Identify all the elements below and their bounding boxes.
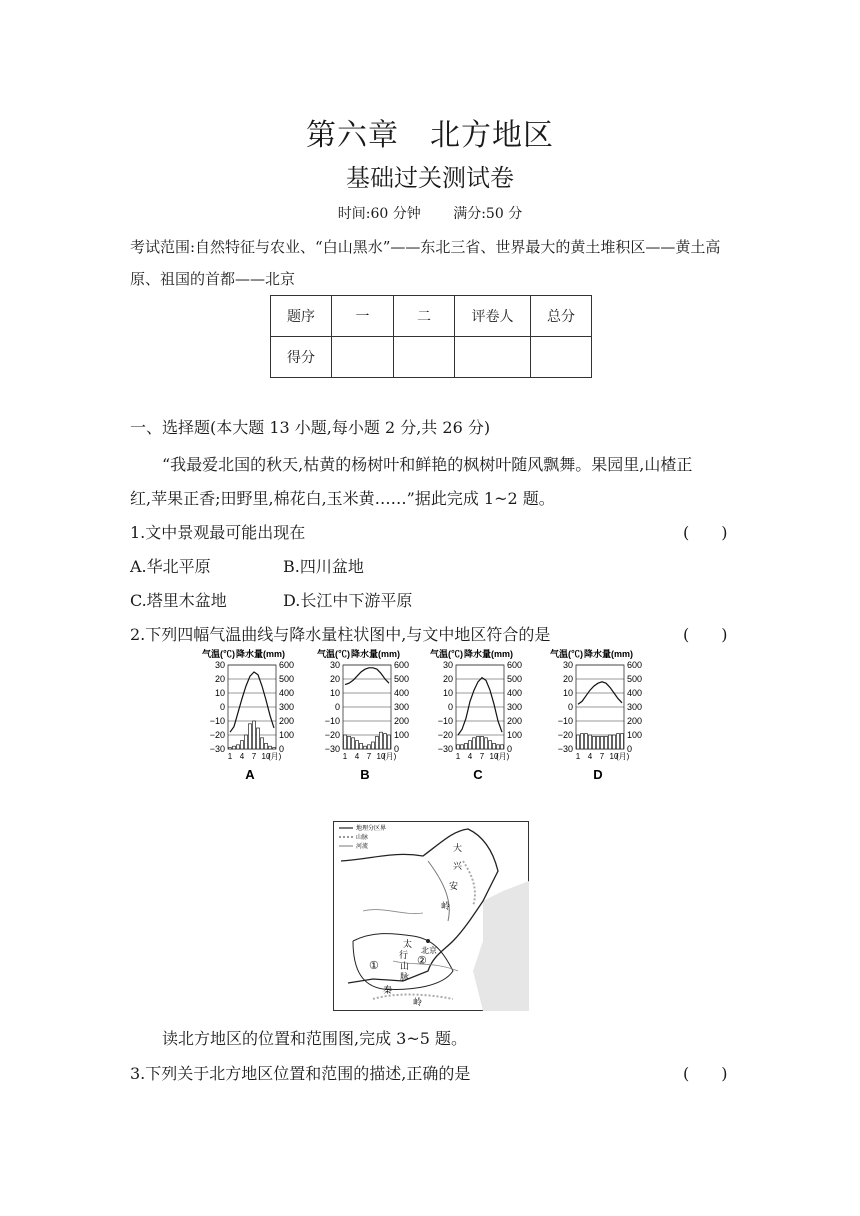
temp-tick-label: 10: [214, 688, 225, 698]
precip-tick-label: 400: [394, 688, 410, 698]
precip-tick-label: 300: [507, 702, 523, 712]
month-axis-label: (月): [496, 752, 510, 761]
temp-tick-label: −30: [557, 744, 573, 754]
exam-full-score: 满分:50 分: [453, 206, 523, 222]
score-input-cell[interactable]: [332, 337, 394, 378]
map-label-qinling: 秦: [383, 985, 393, 995]
temp-axis-label: 气温(℃): [550, 649, 583, 659]
score-input-cell[interactable]: [455, 337, 531, 378]
score-cell: 得分: [271, 337, 332, 378]
precip-bar: [245, 735, 248, 749]
score-table: [270, 295, 592, 378]
precip-bar: [473, 738, 476, 749]
map-label-tx: 行: [399, 950, 409, 960]
q1-option-c[interactable]: C.塔里木盆地: [130, 591, 227, 610]
precip-tick-label: 400: [279, 688, 295, 698]
temp-tick-label: 30: [329, 660, 340, 670]
month-tick-label: 1: [227, 752, 233, 761]
temp-tick-label: 20: [562, 674, 573, 684]
precip-tick-label: 200: [507, 716, 523, 726]
precip-bar: [348, 736, 351, 749]
month-tick-label: 10: [376, 752, 386, 761]
precip-bar: [376, 736, 379, 749]
temp-tick-label: 10: [562, 688, 573, 698]
month-tick-label: 1: [342, 752, 348, 761]
precip-tick-label: 400: [507, 688, 523, 698]
temp-tick-label: −30: [437, 744, 453, 754]
precip-bar: [364, 746, 367, 749]
month-tick-label: 10: [489, 752, 499, 761]
month-tick-label: 7: [251, 752, 257, 761]
precip-bar: [352, 738, 355, 749]
precip-bar: [585, 734, 588, 749]
precip-bar: [469, 741, 472, 749]
q1-option-b[interactable]: B.四川盆地: [283, 557, 364, 576]
map-label-qinling: 岭: [413, 997, 423, 1007]
precip-bar: [489, 741, 492, 749]
month-tick-label: 1: [455, 752, 461, 761]
map-legend-item: 河流: [356, 844, 369, 850]
score-cell: 题序: [271, 296, 332, 337]
score-cell: 二: [394, 296, 455, 337]
map-label-region-2: ②: [417, 955, 427, 967]
temperature-curve: [458, 678, 502, 735]
month-tick-label: 1: [575, 752, 581, 761]
precip-bar: [384, 734, 387, 749]
precip-bar: [457, 745, 460, 749]
precip-bar: [388, 735, 391, 749]
temp-tick-label: −20: [557, 730, 573, 740]
q1-answer-paren[interactable]: ( ): [683, 523, 728, 542]
precip-axis-label: 降水量(mm): [464, 649, 513, 659]
precip-tick-label: 500: [279, 674, 295, 684]
temperature-curve: [230, 672, 274, 732]
month-tick-label: 7: [479, 752, 485, 761]
map-label-tx: 太: [403, 939, 413, 949]
precip-bar: [581, 734, 584, 749]
precip-bar: [273, 748, 276, 749]
precip-bar: [477, 736, 480, 749]
precip-bar: [265, 743, 268, 749]
precip-bar: [233, 746, 236, 749]
precip-bar: [261, 738, 264, 749]
temp-tick-label: 20: [329, 674, 340, 684]
climate-charts: [200, 645, 670, 785]
map-label-dxal: 岭: [441, 901, 451, 911]
precip-bar: [605, 736, 608, 749]
precip-bar: [617, 734, 620, 749]
precip-bar: [497, 745, 500, 749]
month-tick-label: 4: [239, 752, 245, 761]
precip-tick-label: 400: [627, 688, 643, 698]
precip-tick-label: 500: [507, 674, 523, 684]
temp-tick-label: 10: [442, 688, 453, 698]
month-tick-label: 4: [587, 752, 593, 761]
month-axis-label: (月): [383, 752, 397, 761]
chart-name-label: A: [245, 767, 255, 782]
precip-bar: [593, 736, 596, 749]
precip-axis-label: 降水量(mm): [351, 649, 400, 659]
precip-bar: [577, 735, 580, 749]
month-tick-label: 7: [366, 752, 372, 761]
precip-tick-label: 600: [507, 660, 523, 670]
precip-bar: [356, 741, 359, 749]
month-tick-label: 4: [354, 752, 360, 761]
temp-tick-label: 0: [334, 702, 340, 712]
precip-bar: [344, 735, 347, 749]
q3-answer-paren[interactable]: ( ): [683, 1064, 728, 1083]
temp-tick-label: −10: [324, 716, 340, 726]
score-input-cell[interactable]: [394, 337, 455, 378]
precip-tick-label: 200: [627, 716, 643, 726]
precip-bar: [229, 748, 232, 749]
temp-axis-label: 气温(℃): [202, 649, 235, 659]
temp-tick-label: −20: [209, 730, 225, 740]
section1-heading: 一、选择题(本大题 13 小题,每小题 2 分,共 26 分): [130, 418, 491, 437]
score-table-score-row: [271, 337, 592, 378]
temp-tick-label: 0: [219, 702, 225, 712]
intro-line1: “我最爱北国的秋天,枯黄的杨树叶和鲜艳的枫树叶随风飘舞。果园里,山楂正: [162, 455, 693, 474]
temp-axis-label: 气温(℃): [317, 649, 350, 659]
month-axis-label: (月): [616, 752, 630, 761]
chapter-title: 第六章 北方地区: [306, 118, 554, 153]
score-cell: 一: [332, 296, 394, 337]
precip-bar: [609, 735, 612, 749]
climate-chart-B: [317, 648, 409, 782]
precip-bar: [493, 743, 496, 749]
precip-tick-label: 500: [394, 674, 410, 684]
precip-tick-label: 600: [394, 660, 410, 670]
exam-meta: [0, 203, 860, 223]
precip-tick-label: 0: [627, 744, 633, 754]
climate-chart-A: [202, 648, 294, 782]
score-input-cell[interactable]: [531, 337, 592, 378]
precip-tick-label: 0: [507, 744, 513, 754]
test-subtitle: 基础过关测试卷: [346, 164, 514, 192]
section1-intro: [130, 448, 735, 516]
precip-axis-label: 降水量(mm): [236, 649, 285, 659]
map-label-dxal: 安: [449, 881, 459, 891]
temp-tick-label: 30: [562, 660, 573, 670]
precip-bar: [597, 736, 600, 749]
precip-axis-label: 降水量(mm): [584, 649, 633, 659]
precip-tick-label: 0: [279, 744, 285, 754]
precip-tick-label: 600: [279, 660, 295, 670]
precip-bar: [257, 728, 260, 749]
north-region-map: [333, 821, 529, 1011]
map-caption: 读北方地区的位置和范围图,完成 3~5 题。: [162, 1029, 468, 1048]
precip-tick-label: 100: [279, 730, 295, 740]
score-table-header-row: [271, 296, 592, 337]
precip-bar: [237, 745, 240, 749]
precip-tick-label: 100: [394, 730, 410, 740]
map-legend-item: 山脉: [356, 835, 369, 841]
temp-tick-label: 0: [567, 702, 573, 712]
map-legend-item: 地理分区界: [356, 826, 387, 832]
map-label-beijing: 北京: [421, 946, 437, 955]
precip-bar: [481, 736, 484, 749]
precip-tick-label: 300: [627, 702, 643, 712]
q1-stem: 1.文中景观最可能出现在: [130, 523, 306, 542]
precip-bar: [621, 734, 624, 749]
month-tick-label: 10: [609, 752, 619, 761]
map-label-tx: 山: [400, 961, 410, 971]
temp-tick-label: −20: [437, 730, 453, 740]
temp-tick-label: −20: [324, 730, 340, 740]
precip-bar: [360, 743, 363, 749]
precip-bar: [269, 746, 272, 749]
precip-bar: [485, 738, 488, 749]
temp-tick-label: 30: [442, 660, 453, 670]
temp-tick-label: 30: [214, 660, 225, 670]
chart-name-label: C: [473, 767, 483, 782]
precip-tick-label: 200: [394, 716, 410, 726]
temp-tick-label: 0: [447, 702, 453, 712]
temp-axis-label: 气温(℃): [430, 649, 463, 659]
month-axis-label: (月): [268, 752, 282, 761]
q1-option-a[interactable]: A.华北平原: [130, 557, 211, 576]
map-label-tx: 脉: [400, 972, 410, 982]
climate-chart-D: [550, 648, 642, 782]
precip-bar: [249, 724, 252, 749]
month-tick-label: 4: [467, 752, 473, 761]
month-tick-label: 10: [261, 752, 271, 761]
climate-chart-C: [430, 648, 522, 782]
precip-bar: [380, 732, 383, 749]
temp-tick-label: 20: [442, 674, 453, 684]
temp-tick-label: −30: [324, 744, 340, 754]
precip-tick-label: 300: [394, 702, 410, 712]
score-cell: 评卷人: [455, 296, 531, 337]
precip-bar: [465, 743, 468, 749]
precip-tick-label: 300: [279, 702, 295, 712]
temp-tick-label: 20: [214, 674, 225, 684]
intro-line2: 红,苹果正香;田野里,棉花白,玉米黄……”据此完成 1~2 题。: [130, 489, 555, 508]
precip-tick-label: 600: [627, 660, 643, 670]
map-label-dxal: 兴: [453, 861, 463, 871]
q1-option-d[interactable]: D.长江中下游平原: [283, 591, 413, 610]
precip-tick-label: 500: [627, 674, 643, 684]
precip-bar: [253, 721, 256, 749]
exam-time: 时间:60 分钟: [337, 206, 421, 222]
precip-bar: [241, 741, 244, 749]
temp-tick-label: −10: [209, 716, 225, 726]
precip-bar: [372, 742, 375, 749]
precip-tick-label: 0: [394, 744, 400, 754]
beijing-marker: [426, 939, 430, 943]
precip-bar: [601, 736, 604, 749]
precip-bar: [589, 735, 592, 749]
exam-scope: [130, 231, 750, 295]
temp-tick-label: −10: [437, 716, 453, 726]
q3-stem: 3.下列关于北方地区位置和范围的描述,正确的是: [130, 1064, 471, 1083]
score-cell: 总分: [531, 296, 592, 337]
precip-bar: [613, 735, 616, 749]
precip-bar: [501, 745, 504, 749]
temp-tick-label: 10: [329, 688, 340, 698]
precip-tick-label: 100: [507, 730, 523, 740]
map-label-region-1: ①: [369, 960, 379, 972]
precip-bar: [368, 745, 371, 749]
precip-tick-label: 200: [279, 716, 295, 726]
chart-name-label: D: [593, 767, 603, 782]
month-tick-label: 7: [599, 752, 605, 761]
temperature-curve: [345, 668, 389, 685]
exam-scope-line2: 原、祖国的首都——北京: [130, 270, 296, 288]
map-label-dxal: 大: [453, 843, 463, 853]
temp-tick-label: −30: [209, 744, 225, 754]
precip-bar: [461, 745, 464, 749]
precip-tick-label: 100: [627, 730, 643, 740]
exam-scope-line1: 考试范围:自然特征与农业、“白山黑水”——东北三省、世界最大的黄土堆积区——黄土高: [130, 238, 721, 256]
q2-answer-paren[interactable]: ( ): [683, 625, 728, 644]
q2-stem: 2.下列四幅气温曲线与降水量柱状图中,与文中地区符合的是: [130, 625, 551, 644]
chart-name-label: B: [360, 767, 370, 782]
temp-tick-label: −10: [557, 716, 573, 726]
